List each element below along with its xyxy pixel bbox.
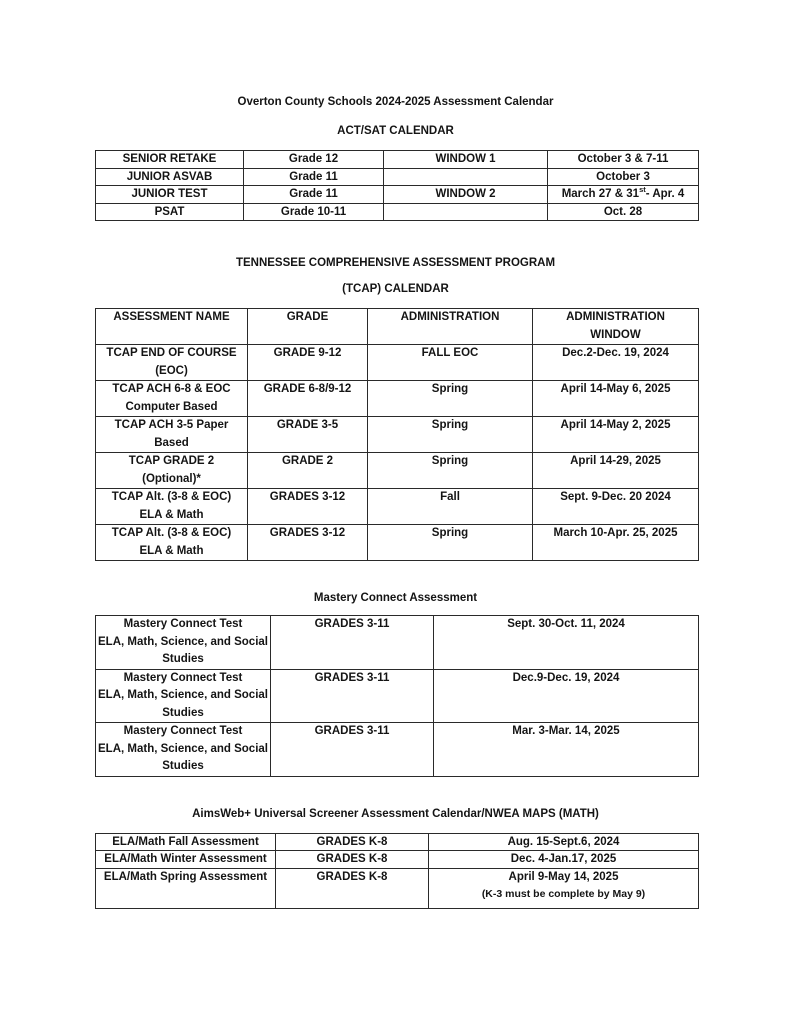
cell-grade: GRADE 3-5 [248, 417, 368, 453]
cell-administration: Spring [368, 417, 533, 453]
act-sat-heading: ACT/SAT CALENDAR [337, 125, 454, 137]
cell-window [384, 203, 548, 221]
name-line: ELA, Math, Science, and Social [98, 635, 268, 648]
table-row [96, 489, 699, 525]
cell-window: Dec.2-Dec. 19, 2024 [533, 345, 699, 381]
cell-assessment-name: ELA/Math Fall Assessment [96, 833, 276, 851]
name-line: ELA, Math, Science, and Social [98, 689, 268, 701]
name-line: TCAP END OF COURSE [106, 347, 237, 359]
cell-assessment-name: ELA/Math Winter Assessment [96, 851, 276, 869]
cell-dates: October 3 [548, 168, 699, 186]
cell-dates: Mar. 3-Mar. 14, 2025 [434, 723, 699, 777]
cell-administration: Fall [368, 489, 533, 525]
header-line: ADMINISTRATION [566, 311, 665, 323]
table-row [96, 669, 699, 723]
cell-grade: GRADES K-8 [276, 833, 429, 851]
header-grade: GRADE [248, 309, 368, 345]
cell-assessment-name: ELA/Math Spring Assessment [96, 868, 276, 908]
cell-assessment-name [96, 489, 248, 525]
name-line: TCAP ACH 6-8 & EOC [112, 383, 231, 395]
date-text: April 9-May 14, 2025 [508, 870, 619, 883]
cell-window: April 14-May 6, 2025 [533, 381, 699, 417]
table-header-row [96, 309, 699, 345]
cell-window [384, 168, 548, 186]
table-row [96, 851, 699, 869]
cell-dates: Dec. 4-Jan.17, 2025 [429, 851, 699, 869]
table-row [96, 151, 699, 169]
cell-test-name: SENIOR RETAKE [96, 151, 244, 169]
cell-dates: Aug. 15-Sept.6, 2024 [429, 833, 699, 851]
cell-assessment-name [96, 525, 248, 561]
cell-dates: October 3 & 7-11 [548, 151, 699, 169]
cell-administration: FALL EOC [368, 345, 533, 381]
cell-window: April 14-29, 2025 [533, 453, 699, 489]
cell-grade: GRADES 3-11 [271, 669, 434, 723]
cell-test-name: JUNIOR ASVAB [96, 168, 244, 186]
table-row [96, 723, 699, 777]
name-line: (EOC) [155, 364, 188, 377]
aimsweb-table [95, 833, 699, 909]
name-line: Mastery Connect Test [123, 671, 243, 684]
cell-grade: GRADE 2 [248, 453, 368, 489]
name-line: TCAP Alt. (3-8 & EOC) [111, 527, 232, 539]
act-sat-table [95, 150, 699, 221]
cell-test-name [96, 616, 271, 670]
name-line: (Optional)* [142, 472, 201, 485]
name-line: Studies [162, 706, 204, 719]
cell-window: April 14-May 2, 2025 [533, 417, 699, 453]
cell-grade: GRADES 3-11 [271, 616, 434, 670]
table-row [96, 453, 699, 489]
header-administration-window [533, 309, 699, 345]
cell-dates: Sept. 30-Oct. 11, 2024 [434, 616, 699, 670]
name-line: TCAP GRADE 2 [128, 455, 215, 467]
document-title: Overton County Schools 2024-2025 Assessment Calendar [237, 96, 554, 108]
table-row [96, 186, 699, 204]
table-row [96, 417, 699, 453]
cell-grade: Grade 11 [244, 168, 384, 186]
cell-grade: GRADES K-8 [276, 868, 429, 908]
cell-dates [429, 868, 699, 908]
cell-grade: Grade 12 [244, 151, 384, 169]
cell-administration: Spring [368, 381, 533, 417]
cell-window: Sept. 9-Dec. 20 2024 [533, 489, 699, 525]
cell-grade: Grade 11 [244, 186, 384, 204]
name-line: TCAP ACH 3-5 Paper [114, 419, 229, 431]
tcap-heading-line2: (TCAP) CALENDAR [342, 283, 449, 295]
table-row [96, 381, 699, 417]
header-administration: ADMINISTRATION [368, 309, 533, 345]
table-row [96, 616, 699, 670]
name-line: Based [154, 436, 189, 449]
cell-assessment-name [96, 453, 248, 489]
header-assessment-name: ASSESSMENT NAME [96, 309, 248, 345]
cell-assessment-name [96, 345, 248, 381]
name-line: ELA & Math [139, 544, 204, 557]
cell-grade: GRADE 6-8/9-12 [248, 381, 368, 417]
table-row [96, 345, 699, 381]
date-text: - Apr. 4 [645, 188, 685, 200]
cell-test-name: JUNIOR TEST [96, 186, 244, 204]
cell-window: WINDOW 1 [384, 151, 548, 169]
name-line: ELA & Math [139, 508, 204, 521]
cell-administration: Spring [368, 453, 533, 489]
table-row [96, 525, 699, 561]
header-line: WINDOW [590, 328, 641, 341]
cell-grade: GRADES K-8 [276, 851, 429, 869]
cell-assessment-name [96, 381, 248, 417]
table-row [96, 168, 699, 186]
name-line: Studies [162, 760, 204, 772]
cell-grade: GRADES 3-12 [248, 489, 368, 525]
completion-note: (K-3 must be complete by May 9) [481, 888, 646, 900]
cell-window: WINDOW 2 [384, 186, 548, 204]
cell-dates [548, 186, 699, 204]
ordinal-superscript: st [639, 185, 646, 195]
name-line: Computer Based [125, 400, 218, 413]
name-line: Studies [162, 653, 204, 665]
cell-test-name: PSAT [96, 203, 244, 221]
cell-window: March 10-Apr. 25, 2025 [533, 525, 699, 561]
cell-test-name [96, 669, 271, 723]
name-line: ELA, Math, Science, and Social [98, 742, 268, 755]
cell-grade: Grade 10-11 [244, 203, 384, 221]
cell-grade: GRADES 3-12 [248, 525, 368, 561]
table-row [96, 833, 699, 851]
cell-assessment-name [96, 417, 248, 453]
tcap-heading-line1: TENNESSEE COMPREHENSIVE ASSESSMENT PROGRAM [235, 257, 556, 269]
table-row [96, 868, 699, 908]
aimsweb-heading: AimsWeb+ Universal Screener Assessment Calendar/NWEA MAPS (MATH) [192, 807, 599, 820]
date-text: March 27 & 31 [561, 188, 640, 200]
mastery-connect-table [95, 615, 699, 777]
cell-test-name [96, 723, 271, 777]
name-line: Mastery Connect Test [123, 618, 243, 630]
name-line: Mastery Connect Test [123, 725, 243, 737]
name-line: TCAP Alt. (3-8 & EOC) [111, 491, 232, 503]
tcap-table [95, 308, 699, 561]
cell-dates: Oct. 28 [548, 203, 699, 221]
mastery-heading: Mastery Connect Assessment [313, 592, 478, 604]
cell-dates: Dec.9-Dec. 19, 2024 [434, 669, 699, 723]
cell-grade: GRADE 9-12 [248, 345, 368, 381]
table-row [96, 203, 699, 221]
cell-administration: Spring [368, 525, 533, 561]
cell-grade: GRADES 3-11 [271, 723, 434, 777]
